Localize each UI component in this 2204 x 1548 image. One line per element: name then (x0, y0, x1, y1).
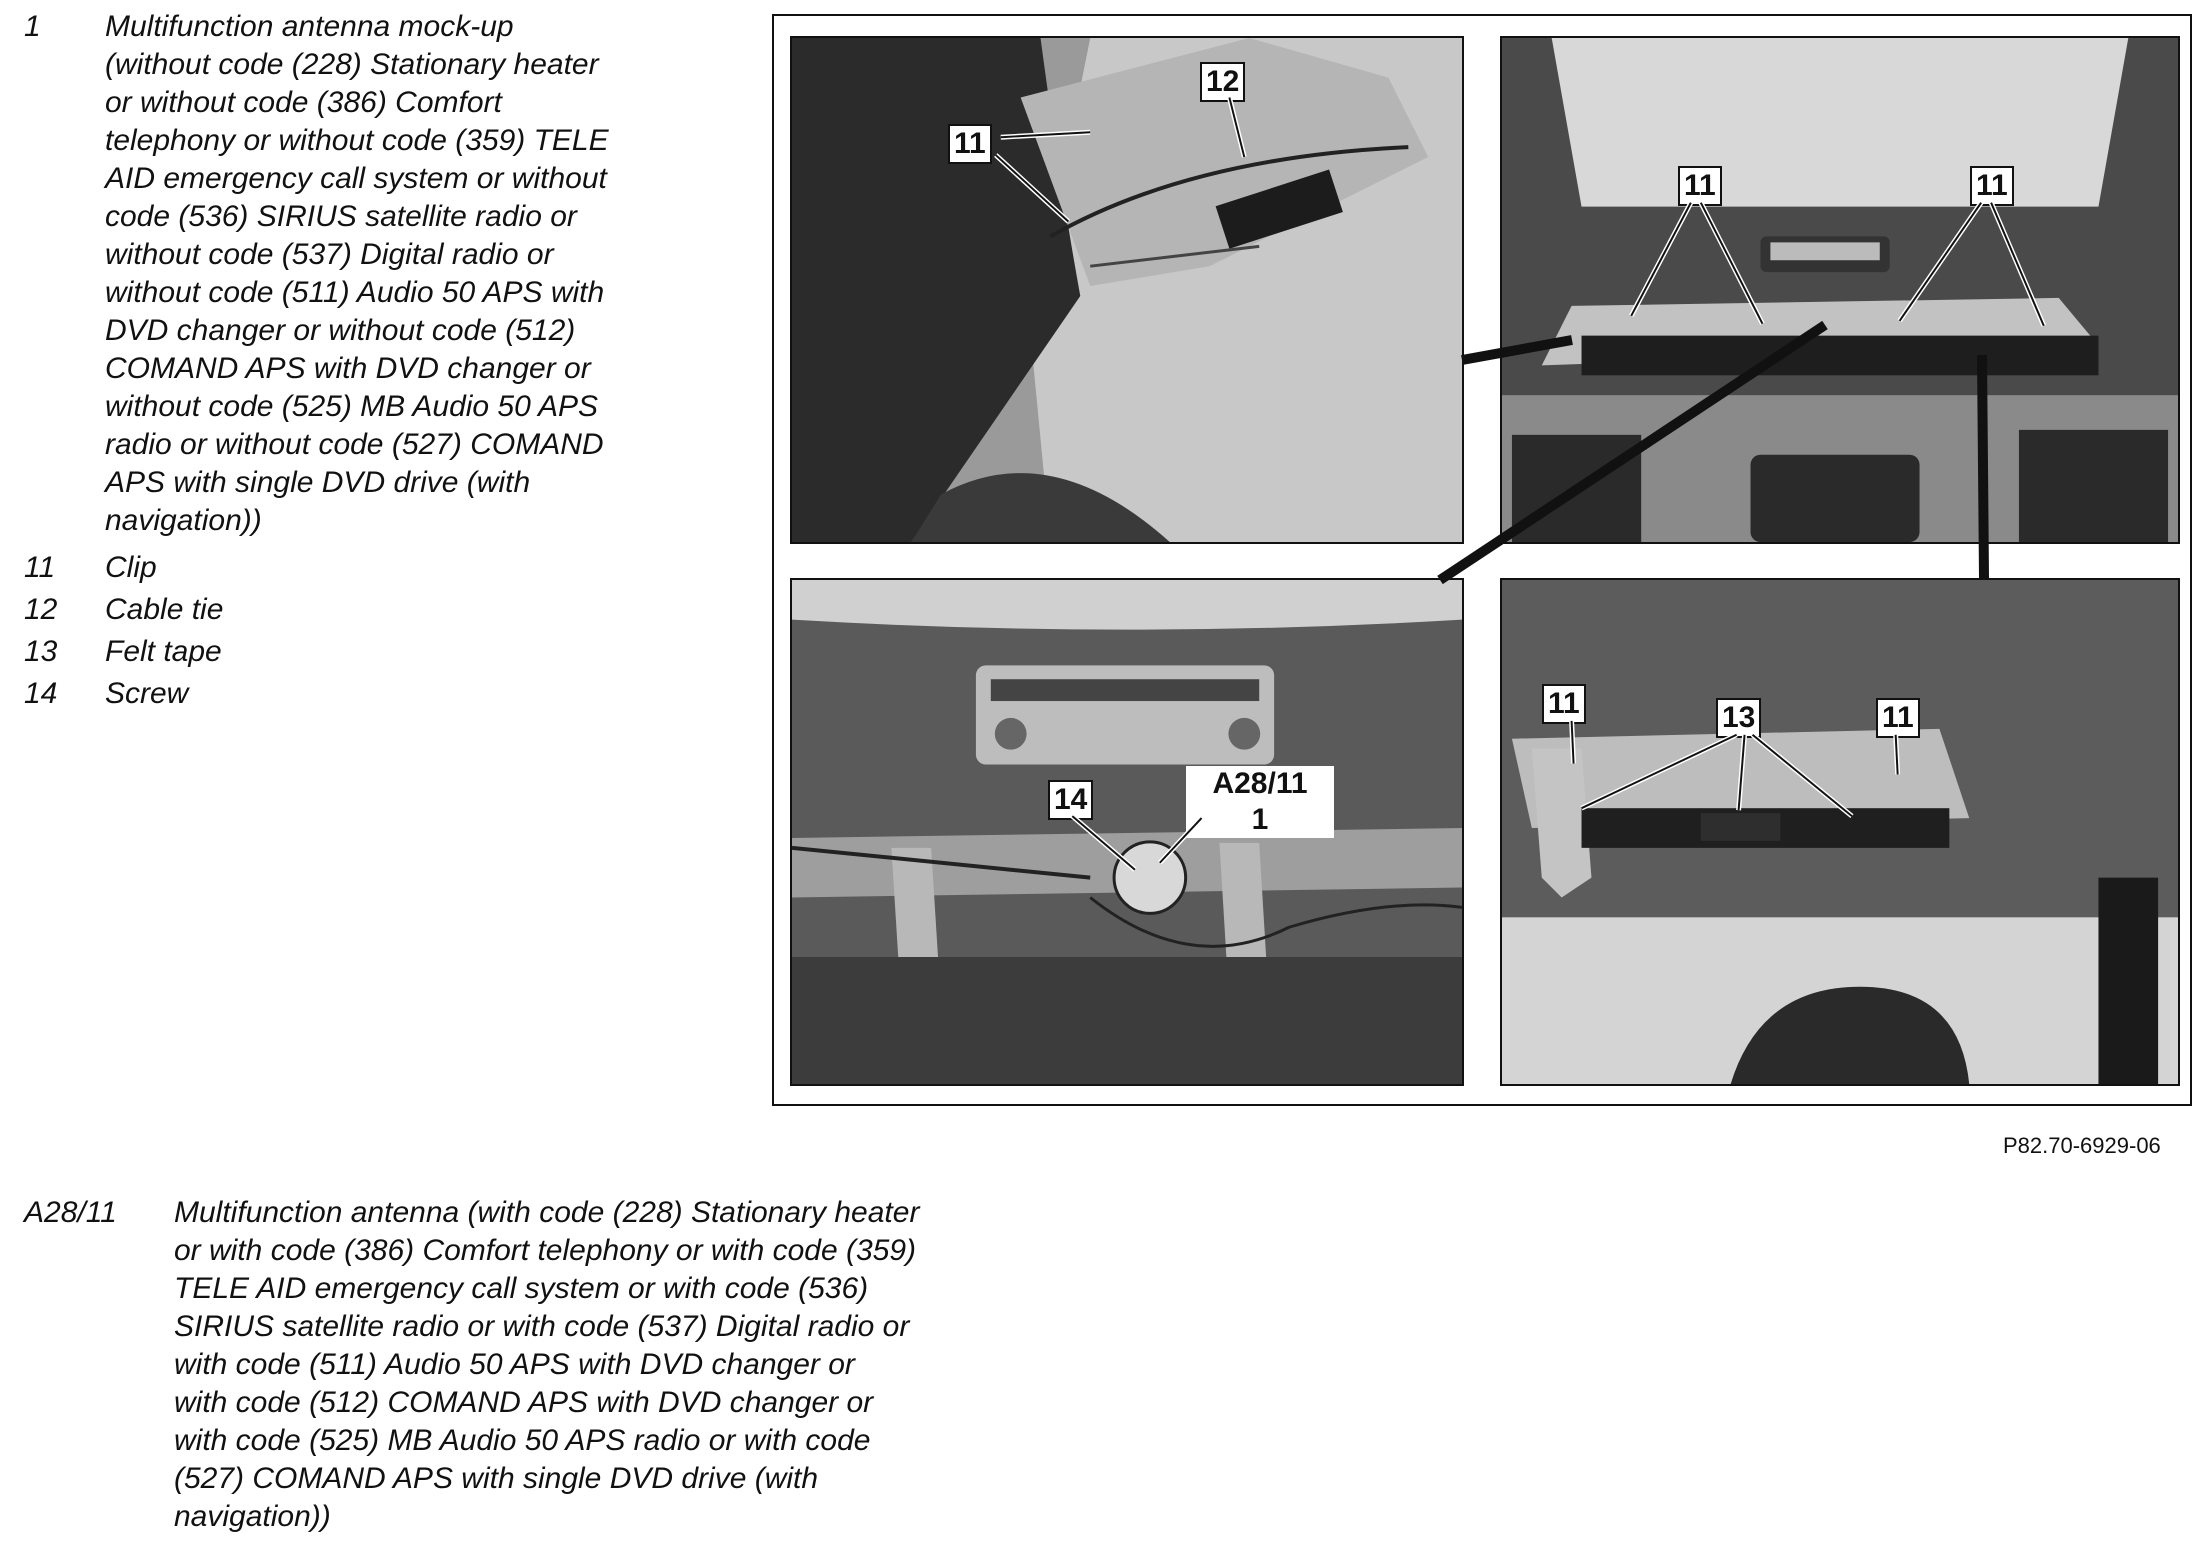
photo-rear-window-overview (1500, 36, 2180, 544)
leader-lines-br (1502, 580, 2178, 1084)
photo-antenna-mount-closeup (790, 578, 1464, 1086)
callout-br-11-right: 11 (1876, 698, 1920, 738)
legend-item-1-text: Multifunction antenna mock-up (without code (228) Stationary heater or without code (386) Comfort telephony or without code (359) TELE AID emergency call system or without code (536) SIRIUS satellite radio or without code (537) Digital radio or without code (511) Audio 50 APS with DVD changer or without code (512) COMAND APS with DVD changer or without code (525) MB Audio 50 APS radio or without code (527) COMAND APS with single DVD drive (with navigation)) (105, 10, 609, 537)
legend2-number: A28/11 (24, 1196, 117, 1229)
legend-item-12-number: 12 (24, 593, 58, 626)
leader-lines-tr (1502, 38, 2178, 542)
photo-headliner-side-view (790, 36, 1464, 544)
legend-item-14-number: 14 (24, 677, 58, 710)
callout-tr-11-right: 11 (1970, 166, 2014, 206)
callout-tl-12: 12 (1200, 62, 1245, 102)
legend2-text: Multifunction antenna (with code (228) Stationary heater or with code (386) Comfort telephony or with code (359) TELE AID emergency call system or with code (536) SIRIUS satellite radio or with code (537) Digital radio or with code (511) Audio 50 APS with DVD changer or with code (512) COMAND APS with DVD changer or with code (525) MB Audio 50 APS radio or with code (527) COMAND APS with single DVD drive (with navigation)) (174, 1196, 920, 1533)
callout-bl-14: 14 (1048, 780, 1093, 820)
leader-lines-tl (792, 38, 1462, 542)
photo-felt-tape-closeup (1500, 578, 2180, 1086)
legend-item-13-text: Felt tape (105, 635, 222, 668)
legend-item-1-number: 1 (24, 10, 41, 43)
callout-bl-a28-11: A28/11 (1186, 766, 1334, 802)
figure-id: P82.70-6929-06 (2003, 1133, 2161, 1158)
legend-item-11-number: 11 (24, 551, 56, 584)
leader-lines-bl (792, 580, 1462, 1084)
callout-bl-1: 1 (1186, 802, 1334, 838)
callout-tl-11: 11 (948, 124, 992, 164)
legend-item-14-text: Screw (105, 677, 189, 710)
legend-item-12-text: Cable tie (105, 593, 224, 626)
photo-figure (772, 14, 2192, 1106)
legend-item-11-text: Clip (105, 551, 157, 584)
legend-item-13-number: 13 (24, 635, 58, 668)
callout-tr-11-left: 11 (1678, 166, 1722, 206)
callout-br-11-left: 11 (1542, 684, 1586, 724)
callout-br-13: 13 (1716, 698, 1761, 738)
